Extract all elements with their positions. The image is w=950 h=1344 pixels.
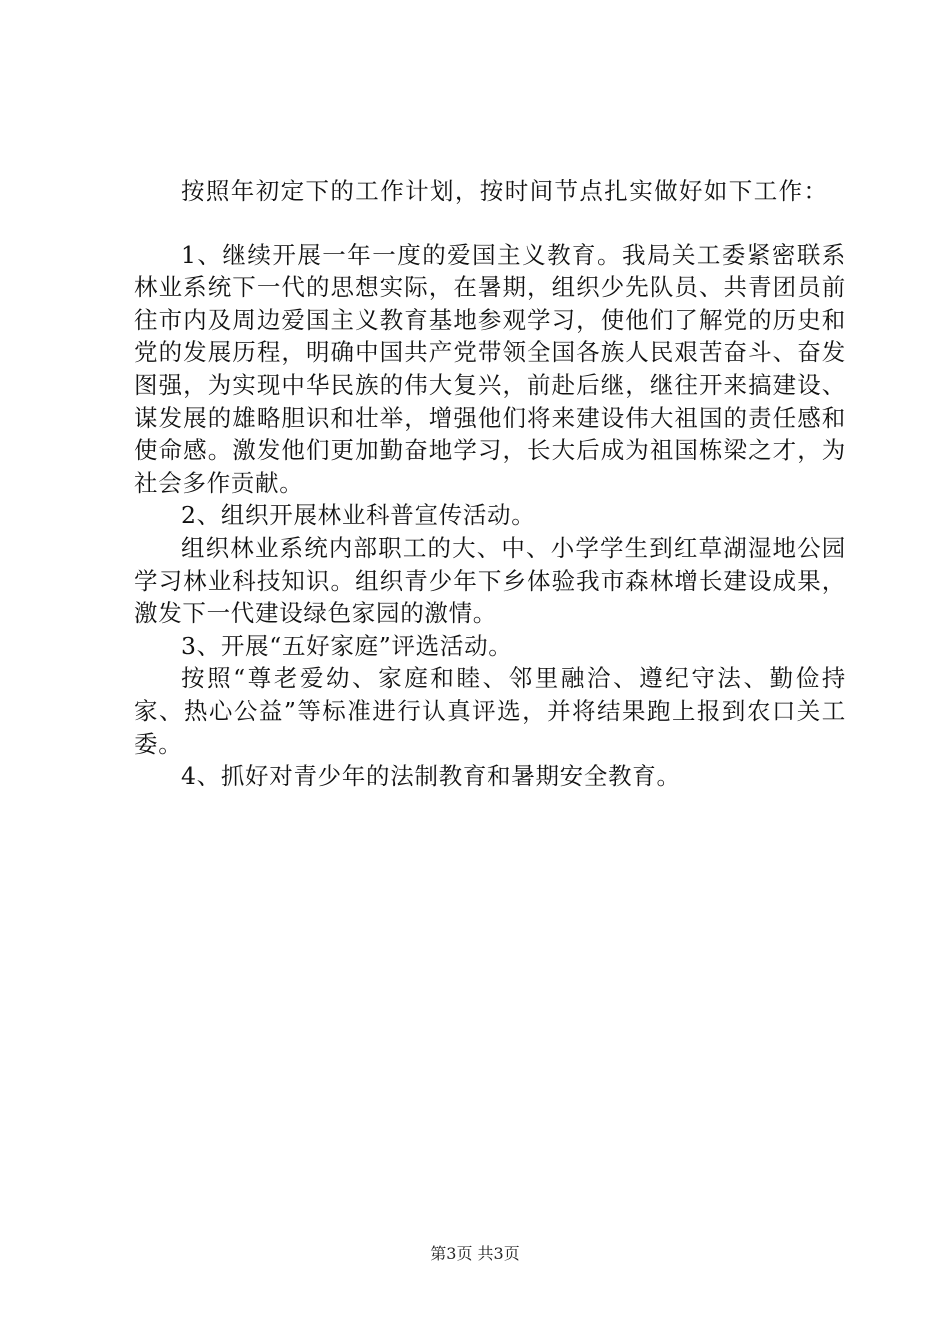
item-1-paragraph: 1、继续开展一年一度的爱国主义教育。我局关工委紧密联系林业系统下一代的思想实际，在暑期，组织少先队员、共青团员前往市内及周边爱国主义教育基地参观学习，使他们了解党的历史和党的发展历程，明确中国共产党带领全国各族人民艰苦奋斗、奋发图强，为实现中华民族的伟大复兴，前赴后继，继往开来搞建设、谋发展的雄略胆识和壮举，增强他们将来建设伟大祖国的责任感和使命感。激发他们更加勤奋地学习，长大后成为祖国栋梁之才，为社会多作贡献。 <box>134 240 846 497</box>
item-2-heading: 2、组织开展林业科普宣传活动。 <box>181 501 536 530</box>
item-4-heading: 4、抓好对青少年的法制教育和暑期安全教育。 <box>181 762 681 791</box>
item-2-paragraph: 组织林业系统内部职工的大、中、小学学生到红草湖湿地公园学习林业科技知识。组织青少年下乡体验我市森林增长建设成果，激发下一代建设绿色家园的激情。 <box>134 533 846 628</box>
item-3-paragraph: 按照“尊老爱幼、家庭和睦、邻里融洽、遵纪守法、勤俭持家、热心公益”等标准进行认真评选，并将结果跑上报到农口关工委。 <box>134 664 846 758</box>
intro-paragraph: 按照年初定下的工作计划，按时间节点扎实做好如下工作： <box>181 177 829 205</box>
document-body <box>134 175 846 793</box>
page-footer: 第3页 共3页 <box>430 1244 520 1263</box>
item-3-heading: 3、开展“五好家庭”评选活动。 <box>181 631 513 660</box>
